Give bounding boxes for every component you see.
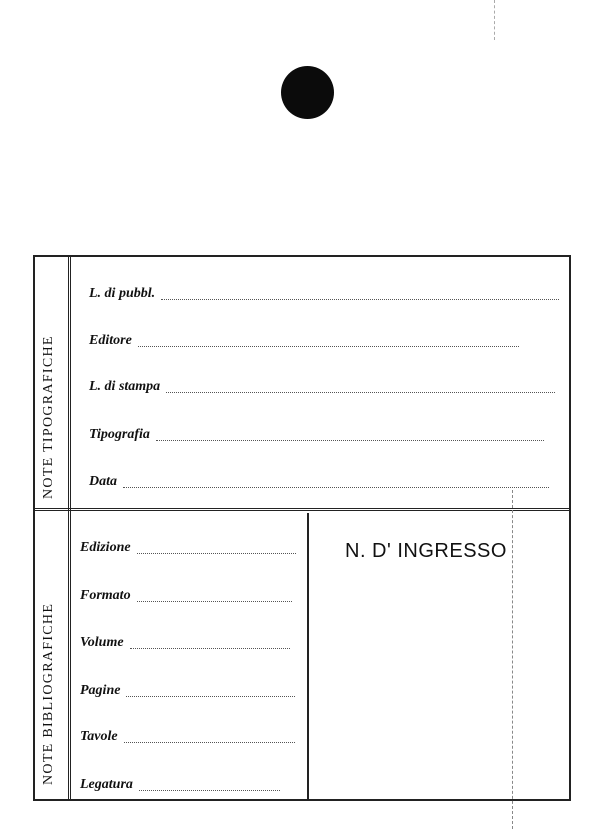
field-label: Data xyxy=(89,474,117,489)
column-divider xyxy=(307,513,309,799)
dotted-line xyxy=(161,299,559,300)
catalog-card xyxy=(33,255,571,801)
field-pagine[interactable] xyxy=(80,683,295,699)
dotted-line xyxy=(123,487,549,488)
dotted-line xyxy=(156,440,544,441)
field-volume[interactable] xyxy=(80,635,290,651)
field-tavole[interactable] xyxy=(80,729,295,745)
field-label: Legatura xyxy=(80,777,133,792)
field-label: Editore xyxy=(89,333,132,348)
field-label: Tavole xyxy=(80,729,118,744)
field-legatura[interactable] xyxy=(80,777,280,793)
field-label: Volume xyxy=(80,635,124,650)
field-label: Tipografia xyxy=(89,427,150,442)
field-data[interactable] xyxy=(89,474,549,490)
vertical-rule-left xyxy=(68,257,71,799)
ingresso-number-label: N. D' INGRESSO xyxy=(345,540,507,562)
dotted-line xyxy=(137,553,296,554)
field-editore[interactable] xyxy=(89,333,519,349)
section-divider xyxy=(35,508,569,511)
field-label: L. di stampa xyxy=(89,379,161,394)
section-label-bibliografiche: NOTE BIBLIOGRAFICHE xyxy=(41,602,56,785)
dotted-line xyxy=(138,346,519,347)
dotted-line xyxy=(124,742,295,743)
dotted-line xyxy=(130,648,290,649)
field-l-di-pubbl[interactable] xyxy=(89,286,559,302)
punch-hole xyxy=(281,66,334,119)
field-label: Formato xyxy=(80,588,131,603)
field-formato[interactable] xyxy=(80,588,292,604)
field-tipografia[interactable] xyxy=(89,427,544,443)
fold-crease-lower xyxy=(512,490,513,829)
dotted-line xyxy=(139,790,280,791)
field-edizione[interactable] xyxy=(80,540,296,556)
dotted-line xyxy=(126,696,295,697)
field-label: Pagine xyxy=(80,683,121,698)
dotted-line xyxy=(166,392,555,393)
section-label-tipografiche: NOTE TIPOGRAFICHE xyxy=(41,335,56,499)
field-label: Edizione xyxy=(80,540,131,555)
fold-crease xyxy=(494,0,495,40)
dotted-line xyxy=(137,601,292,602)
field-l-di-stampa[interactable] xyxy=(89,379,555,395)
field-label: L. di pubbl. xyxy=(89,286,156,301)
